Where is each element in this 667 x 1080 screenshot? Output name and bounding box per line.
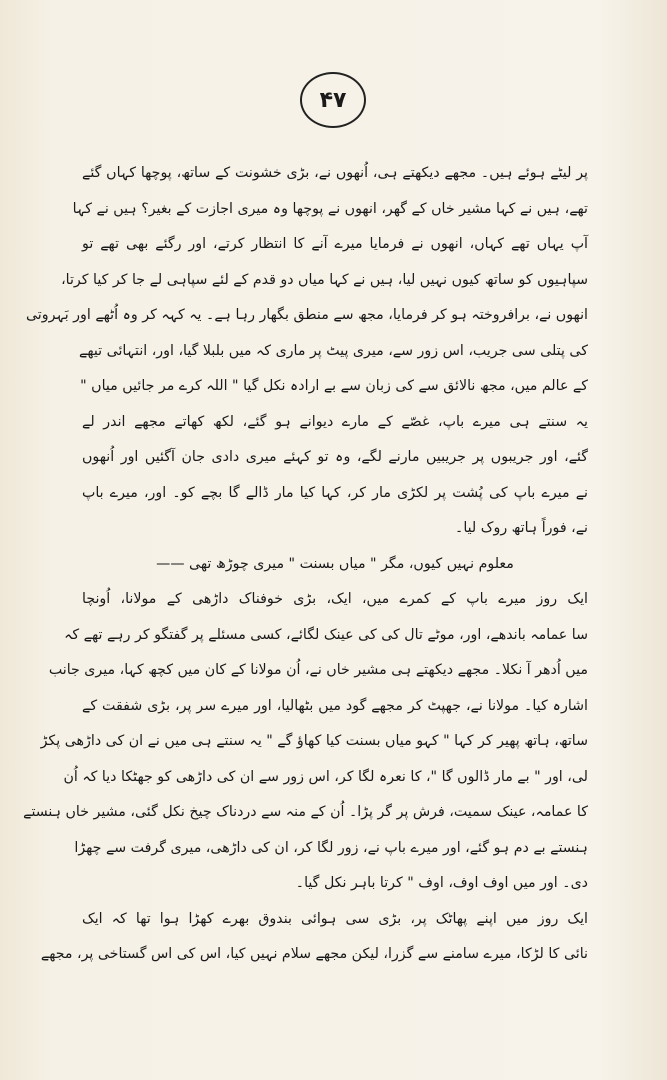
text-line: انھوں نے، برافروختہ ہو کر فرمایا، مجھ سے منطق بگھار رہا ہے۔ یہ کہہ کر وہ اُٹھے اور بَہروتی [25,307,588,323]
text-line: اشارہ کیا۔ مولانا نے، جھپٹ کر مجھے گود میں بٹھالیا، اور میرے سر پر، بڑی شفقت کے [82,697,588,714]
text-line: تھے، ہیں نے کہا مشیر خاں کے گھر، انھوں نے پوچھا وہ میری اجازت کے بغیر؟ ہیں نے کہا [72,200,588,217]
section-heading-line: معلوم نہیں کیوں، مگر " میاں بسنت " میری چوڑھ تھی —— [156,555,514,572]
text-line: آپ یہاں تھے کہاں، انھوں نے فرمایا میرے آنے کا انتظار کرتے، اور رگئے بھی تھے تو [82,236,588,252]
text-line: ایک روز میں اپنے پھاٹک پر، بڑی سی ہوائی بندوق بھرے کھڑا ہوا تھا کہ ایک [82,910,588,927]
text-line: سا عمامہ باندھے، اور، موٹے تال کی کی عینک لگائے، کسی مسئلے پر گفتگو کر رہے تھے کہ [64,626,588,643]
text-line: میں اُدھر آ نکلا۔ مجھے دیکھتے ہی مشیر خاں نے، اُن مولانا کے کان میں کچھ کہا، میری جانب [48,662,588,678]
page-number: ۴۷ [300,72,366,128]
text-line: لی، اور " بے مار ڈالوں گا "، کا نعرہ لگا کر، اس زور سے ان کی داڑھی کو جھٹکا دیا کہ اُن [63,768,588,785]
text-line: کا عمامہ، عینک سمیت، فرش پر گر پڑا۔ اُن کے منہ سے دردناک چیخ نکل گئی، مشیر خاں ہنستے [23,804,588,820]
text-line: سپاہیوں کو ساتھ کیوں نہیں لیا، ہیں نے کہا میاں دو قدم کے لئے سپاہی لے جا کر کیا کرتا، [61,271,588,288]
text-line: نے، فوراً ہاتھ روک لیا۔ [455,520,588,536]
text-line: نے میرے باپ کی پُشت پر لکڑی مار کر، کہا کیا مار ڈالے گا بچے کو۔ اور، میرے باپ [82,484,588,501]
text-line: ایک روز میرے باپ کے کمرے میں، ایک، بڑی خوفناک داڑھی کے مولانا، اُونچا [82,591,588,607]
text-line: ساتھ، ہاتھ پھیر کر کہا " کہو میاں بسنت کیا کھاؤ گے " یہ سنتے ہی میں نے ان کی داڑھی پکڑ [40,733,588,749]
text-line: کے عالم میں، مجھ نالائق سے کی زبان سے بے ارادہ نکل گیا " اللہ کرے مر جائیں میاں " [80,378,588,394]
text-line: نائی کا لڑکا، میرے سامنے سے گزرا، لیکن مجھے سلام نہیں کیا، اس کی اس گستاخی پر، مجھے [40,946,588,962]
text-line: ہنستے بے دم ہو گئے، اور میرے باپ نے، زور لگا کر، ان کی داڑھی، میری گرفت سے چھڑا [74,839,588,856]
page-body-text [23,156,588,973]
text-line: گئے، اور جریبوں پر جریبیں مارنے لگے، وہ تو کہئے میری دادی جان آگئیں اور اُنھوں [82,449,588,465]
text-line: کی پتلی سی جریب، اس زور سے، میری پیٹ پر ماری کہ میں بلبلا گیا، اور، انتہائی تیھے [79,342,588,359]
text-line: دی۔ اور میں اوف اوف، اوف " کرتا باہر نکل گیا۔ [295,875,588,891]
text-line: پر لیٹے ہوئے ہیں۔ مجھے دیکھتے ہی، اُنھوں نے، بڑی خشونت کے ساتھ، پوچھا کہاں گئے [82,165,588,181]
text-line: یہ سنتے ہی میرے باپ، غصّے کے مارے دیوانے ہو گئے، لکھ کھاتے مجھے اندر لے [82,413,588,430]
